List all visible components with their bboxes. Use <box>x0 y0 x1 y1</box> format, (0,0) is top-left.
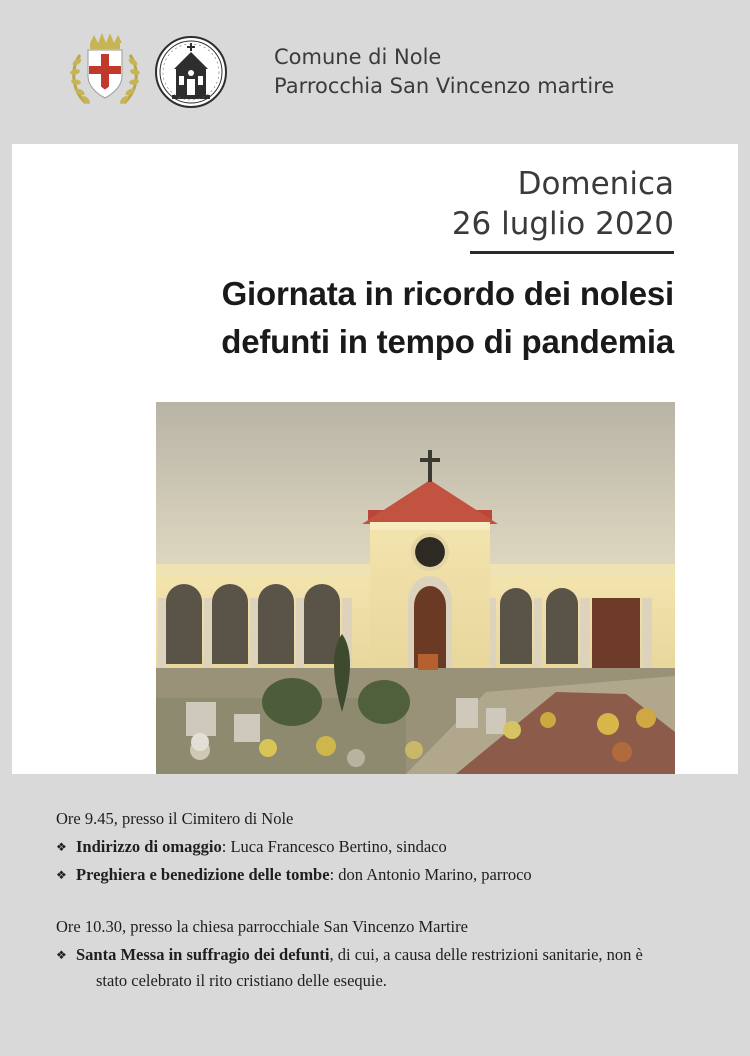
event-date <box>452 164 674 244</box>
date-divider <box>470 251 674 254</box>
cemetery-photo <box>156 402 675 774</box>
header-parrocchia: Parrocchia San Vincenzo martire <box>274 74 615 98</box>
page-title <box>74 270 674 366</box>
page-title-line1: Giornata in ricordo dei nolesi <box>221 275 674 312</box>
event-weekday: Domenica <box>517 166 674 202</box>
programme-item-bold: Santa Messa in suffragio dei defunti <box>76 945 330 964</box>
parrocchia-emblem-icon <box>154 29 228 115</box>
programme-item-rest: : Luca Francesco Bertino, sindaco <box>221 837 447 856</box>
event-date-full: 26 luglio 2020 <box>451 206 674 242</box>
programme-item-bold: Indirizzo di omaggio <box>76 837 222 856</box>
programme-item <box>56 942 696 994</box>
page-title-line2: defunti in tempo di pandemia <box>221 323 674 360</box>
programme-item-continuation: stato celebrato il rito cristiano delle esequie. <box>96 971 387 990</box>
header-comune: Comune di Nole <box>274 45 442 69</box>
programme <box>56 806 696 994</box>
programme-heading: Ore 9.45, presso il Cimitero di Nole <box>56 809 294 828</box>
programme-item-text <box>76 942 696 994</box>
content-sheet <box>12 144 738 774</box>
diamond-bullet-icon: ❖ <box>56 868 67 882</box>
comune-crest-icon <box>66 29 144 115</box>
programme-item-bold: Preghiera e benedizione delle tombe <box>76 865 330 884</box>
diamond-bullet-icon: ❖ <box>56 840 67 854</box>
programme-heading: Ore 10.30, presso la chiesa parrocchiale San Vincenzo Martire <box>56 917 468 936</box>
programme-group <box>56 806 696 888</box>
programme-item-text <box>76 862 696 888</box>
programme-item <box>56 862 696 888</box>
header <box>0 0 750 144</box>
header-titles <box>274 43 614 101</box>
programme-item <box>56 834 696 860</box>
diamond-bullet-icon: ❖ <box>56 948 67 962</box>
programme-item-rest: , di cui, a causa delle restrizioni sanitarie, non è <box>329 945 643 964</box>
programme-item-text <box>76 834 696 860</box>
programme-item-rest: : don Antonio Marino, parroco <box>329 865 532 884</box>
programme-group <box>56 914 696 994</box>
